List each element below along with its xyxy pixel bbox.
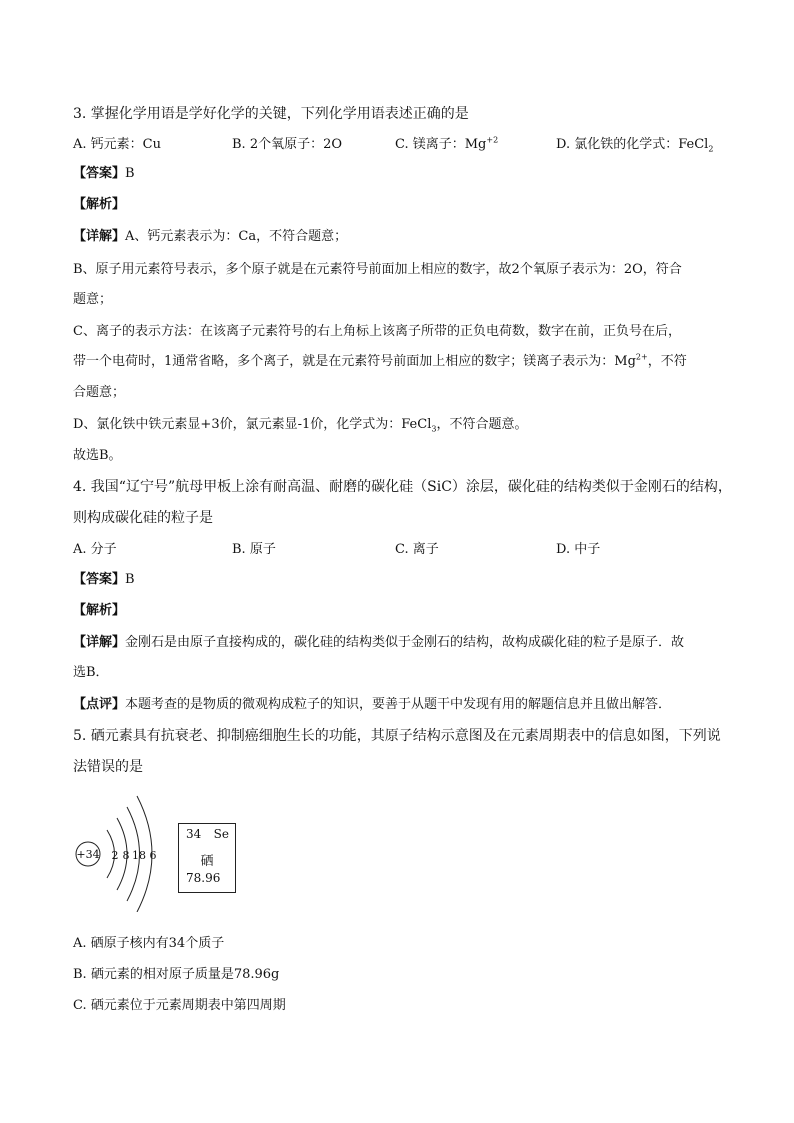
element-atomic-number: 34 xyxy=(186,827,202,841)
q4-detail-line2: 选B． xyxy=(73,665,109,680)
q3-detail-c-line1: C、离子的表示方法：在该离子元素符号的右上角标上该离子所带的正负电荷数，数字在前，正负号在后， xyxy=(73,324,681,339)
q4-stem-line1: 4. 我国“辽宁号”航母甲板上涂有耐高温、耐磨的碳化硅（SiC）涂层，碳化硅的结构类似于金刚石的结构， xyxy=(73,479,732,495)
q3-detail-b-line1: B、原子用元素符号表示，多个原子就是在元素符号前面加上相应的数字，故2个氧原子表示为：2O，符合 xyxy=(73,262,682,277)
q5-option-b: B. 硒元素的相对原子质量是78.96g xyxy=(73,967,280,982)
q3-detail-b-line2: 题意； xyxy=(73,292,113,307)
q4-analysis-label: 【解析】 xyxy=(73,603,126,618)
q4-stem-line2: 则构成碳化硅的粒子是 xyxy=(73,510,213,526)
q3-conclusion: 故选B。 xyxy=(73,448,122,463)
q4-option-a: A. 分子 xyxy=(73,542,117,557)
periodic-table-cell-selenium xyxy=(178,823,236,893)
q3-option-d: D. 氯化铁的化学式：FeCl$_2$ xyxy=(556,137,714,154)
atom-nucleus-charge: +34 xyxy=(76,848,100,861)
q4-option-c: C. 离子 xyxy=(395,542,439,557)
electron-count-shell-1: 2 xyxy=(111,849,119,862)
q3-detail-d: D、氯化铁中铁元素显+3价，氯元素显-1价，化学式为：FeCl$_3$，不符合题意。 xyxy=(73,417,528,434)
q4-option-b: B. 原子 xyxy=(232,542,276,557)
q3-detail-a: 【详解】A、钙元素表示为：Ca，不符合题意； xyxy=(73,229,348,244)
q3-option-a: A. 钙元素：Cu xyxy=(73,137,161,152)
q5-stem-line2: 法错误的是 xyxy=(73,759,143,775)
q3-detail-c-line3: 合题意； xyxy=(73,385,126,400)
q3-analysis-label: 【解析】 xyxy=(73,197,126,212)
element-atomic-mass: 78.96 xyxy=(186,871,221,885)
q4-comment: 【点评】本题考查的是物质的微观构成粒子的知识，要善于从题干中发现有用的解题信息并且做出解答． xyxy=(73,697,672,712)
q4-detail-line1: 【详解】金刚石是由原子直接构成的，碳化硅的结构类似于金刚石的结构，故构成碳化硅的粒子是原子．故 xyxy=(73,635,685,650)
element-symbol: Se xyxy=(213,827,229,841)
element-name: 硒 xyxy=(200,854,214,869)
q3-option-c: C. 镁离子：$Mg^{+2}$ xyxy=(395,135,499,152)
q5-option-c: C. 硒元素位于元素周期表中第四周期 xyxy=(73,998,286,1013)
q4-option-d: D. 中子 xyxy=(556,542,601,557)
q3-detail-c-line2: 带一个电荷时，1通常省略，多个离子，就是在元素符号前面加上相应的数字；镁离子表示为：$Mg^{2+}$，不符 xyxy=(73,352,687,369)
electron-count-shell-2: 8 xyxy=(122,849,130,862)
q4-answer: 【答案】B xyxy=(73,572,135,587)
q5-stem-line1: 5. 硒元素具有抗衰老、抑制癌细胞生长的功能，其原子结构示意图及在元素周期表中的信息如图，下列说 xyxy=(73,728,721,744)
q3-stem: 3. 掌握化学用语是学好化学的关键，下列化学用语表述正确的是 xyxy=(73,106,469,122)
selenium-atom-structure-diagram xyxy=(74,792,174,912)
q5-option-a: A. 硒原子核内有34个质子 xyxy=(73,936,225,951)
electron-count-shell-4: 6 xyxy=(149,849,157,862)
q3-answer: 【答案】B xyxy=(73,166,135,181)
q3-option-b: B. 2个氧原子：2O xyxy=(232,137,343,152)
electron-count-shell-3: 18 xyxy=(132,849,146,862)
